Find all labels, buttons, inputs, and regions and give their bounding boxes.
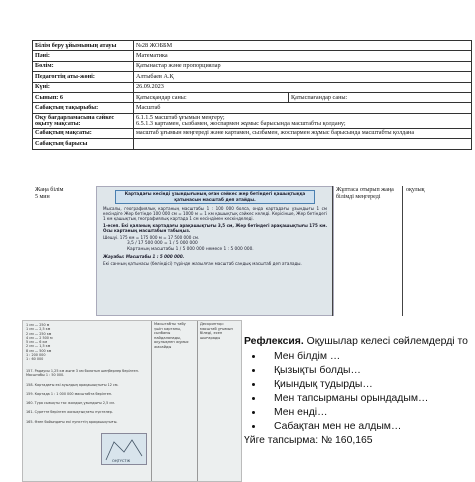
header-value: 26.09.2023 [134, 82, 472, 92]
stage-cell [32, 186, 96, 316]
task-line: 157. Радиусы 1,25 км және 3 км болатын шеңберлер берілген. Масштабы 1 : 50 000. [26, 369, 139, 378]
header-value: Математика [134, 51, 472, 61]
map-figure-drawing [102, 434, 146, 464]
task-line: 165. Өзен бойындағы екі пункттің арақашықтығы. [26, 419, 118, 424]
progress-empty [134, 139, 472, 149]
aims-value: масштаб ұғымын меңгереді және картамен, сызбамен, жоспармен жұмыс барысында масштабты қолдана [134, 128, 472, 138]
reflection-item-text: Қызықты болды… [274, 365, 361, 376]
reflection-item-text: Мен енді… [274, 407, 328, 418]
aims-label: Сабақтың мақсаты: [33, 128, 134, 138]
progress-row [33, 139, 472, 149]
goals-row [33, 113, 472, 128]
map-figure-label: ОҢТҮСТІК [112, 459, 131, 463]
reflection-item [274, 406, 475, 420]
goal-item: 6.5.1.3 картамен, сызбамен, жоспармен жұмыс барысында масштабты қолдану; [136, 119, 346, 127]
scale-line: 2 см — 250 км [26, 331, 52, 336]
scale-list [26, 323, 66, 362]
worksheet-photo [22, 320, 242, 482]
task-line: 158. Картадағы екі ауылдың арақашықтығы 12 см. [26, 382, 119, 387]
homework-text: Үйге тапсырма: № 160,165 [244, 435, 373, 446]
reflection-item-text: Қиындық тудырды… [274, 379, 373, 390]
header-row [33, 61, 472, 71]
header-label: Білім беру ұйымының атауы [33, 41, 134, 51]
worksheet-activity-col: Масштабты табу үшін картаны, сызбаны пайдаланады, оқулықпен жұмыс жасайды [151, 321, 197, 481]
header-label: Күні: [33, 82, 134, 92]
scale-line: 8 см — 500 км [26, 348, 52, 353]
reflection-block [244, 336, 475, 481]
topic-value: Масштаб [134, 103, 472, 113]
reflection-title-bold: Рефлексия. [244, 336, 304, 347]
textbook-footer: Екі санның қатынасы (бөліндісі) түрінде жазылған масштаб сандық масштаб деп аталады. [103, 261, 302, 266]
header-value: №28 ЖОББМ [134, 41, 472, 51]
reflection-item-text: Мен білдім … [274, 351, 341, 362]
header-value: Қатынастар және пропорциялар [134, 61, 472, 71]
scale-line: 2 см — 1,5 км [26, 344, 51, 349]
header-label: Бөлім: [33, 61, 134, 71]
scale-line: 4 см — 2 500 м [26, 335, 53, 340]
resource-cell: оқулық [402, 186, 472, 316]
textbook-solution: Шешуі. 175 км = 175 000 м = 17 500 000 см. [103, 235, 200, 240]
absent-count-label: Қатыспағандар саны: [289, 92, 472, 102]
header-row [33, 51, 472, 61]
scale-line: 1 см — 250 м [26, 323, 50, 327]
lesson-stage-strip [32, 186, 472, 316]
reflection-title [244, 336, 475, 347]
reflection-list [244, 350, 475, 434]
header-label: Пәні: [33, 51, 134, 61]
header-label: Педагогтің аты-жөні: [33, 72, 134, 82]
header-row [33, 82, 472, 92]
scale-line: 1 см — 2,5 км [26, 327, 51, 332]
bullet-icon [252, 397, 255, 400]
bullet-icon [252, 369, 255, 372]
goals-label-line: оқыту мақсаты: [35, 119, 81, 127]
lesson-header-table [32, 40, 472, 150]
bullet-icon [252, 425, 255, 428]
header-row [33, 72, 472, 82]
scale-line: 1 : 60 000 [26, 357, 44, 362]
topic-label: Сабақтың тақырыбы: [33, 103, 134, 113]
progress-label: Сабақтың барысы [33, 139, 134, 149]
worksheet-descriptor-col: Дескриптор: масштаб ұғымын біледі, есеп шығарады [197, 321, 241, 481]
reflection-item-text: Мен тапсырманы орындадым… [274, 393, 429, 404]
bullet-icon [252, 383, 255, 386]
reflection-title-rest: Оқушылар келесі сөйлемдерді то [303, 336, 468, 347]
textbook-fraction: 3,5 / 17 500 000 = 1 / 5 000 000 [127, 241, 198, 246]
goal-item: 6.1.1.5 масштаб ұғымын меңгеру; [136, 113, 225, 121]
stage-time: 5 мин [35, 193, 50, 200]
textbook-photo [96, 186, 334, 316]
goals-value [134, 113, 472, 128]
task-line: 159. Картада 1 : 1 000 000 масштабта берілген. [26, 391, 113, 396]
map-figure [101, 433, 147, 465]
reflection-item [274, 392, 475, 406]
class-label: Сынып: 6 [33, 92, 134, 102]
present-count-label: Қатысқандар саны: [134, 92, 289, 102]
textbook-paragraph: Мысалы, географиялық картаның масштабы 1 : 100 000 болса, онда картадағы ұзындығы 1 см кесіндіге Жер бетінде 100 000 см = 1000 м = 1 км қашықтық сәйкес келеді. Керісінше, Жер бетіндегі 1 км қашықтық географиялық картада 1 см кесіндімен кескінделеді. [103, 206, 327, 221]
scale-line: 5 см — 6 км [26, 340, 48, 345]
reflection-item [274, 364, 475, 378]
reflection-item [274, 420, 475, 434]
textbook-fraction: Картаның масштабы 1 / 5 000 000 немесе 1 : 5 000 000. [127, 247, 254, 252]
stage-name: Жаңа білім [35, 187, 64, 193]
class-row [33, 92, 472, 102]
scale-line: 1 : 200 000 [26, 353, 46, 358]
header-value: Алтыбаев А.Қ [134, 72, 472, 82]
header-row [33, 41, 472, 51]
reflection-item [274, 378, 475, 392]
textbook-definition: Картадағы кесінді ұзындығының оған сәйкес жер бетіндегі қашықтыққа қатынасын масштаб деп атайды. [115, 190, 315, 204]
task-line: 161. Суретте берілген жазықтықтағы нүктелер. [26, 410, 113, 415]
task-list [26, 369, 146, 424]
aims-row [33, 128, 472, 138]
topic-row [33, 103, 472, 113]
reflection-item [274, 350, 475, 364]
textbook-example: 1-есеп. Екі қаланың картадағы арақашықтығы 3,5 см, Жер бетіндегі арақашықтығы 175 км. Осы картаның масштабын табыңыз. [103, 223, 327, 233]
bullet-icon [252, 411, 255, 414]
textbook-answer: Жауабы: Масштабы 1 : 5 000 000. [103, 254, 185, 259]
learner-activity-cell: Жұптаса отырып жаңа білімді меңгереді [332, 186, 402, 316]
task-line: 160. Тура сызықты тас жолдың ұзындығы 2,5 см. [26, 401, 115, 406]
bullet-icon [252, 355, 255, 358]
goals-label [33, 113, 134, 128]
goals-label-line: Оқу бағдарламасына сәйкес [35, 113, 115, 121]
reflection-item-text: Сабақтан мен не алдым… [274, 421, 402, 432]
